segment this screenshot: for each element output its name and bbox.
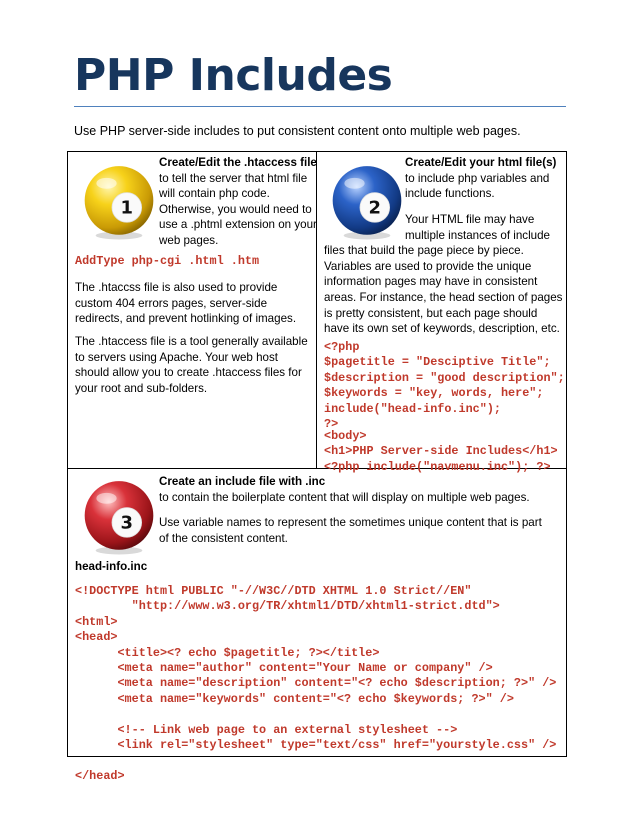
step2-desc-line: include functions. bbox=[405, 187, 495, 201]
pool-ball-2-icon bbox=[328, 163, 406, 241]
ball-2-number: 2 bbox=[368, 197, 382, 219]
ball-1-number: 1 bbox=[120, 197, 134, 219]
pool-ball-1-icon bbox=[80, 163, 158, 241]
step2-desc-line: to include php variables and bbox=[405, 171, 550, 185]
step1-desc-line: Otherwise, you would need to bbox=[159, 202, 312, 216]
step1-desc-line: to tell the server that html file bbox=[159, 171, 308, 185]
page-title: PHP Includes bbox=[74, 50, 393, 101]
step2-desc-line: Your HTML file may have bbox=[405, 213, 535, 226]
step1-desc-line: web pages. bbox=[159, 234, 219, 247]
step2-desc-line: multiple instances of include bbox=[405, 228, 551, 242]
step1-paragraph: The .htaccss file is also used to provide custom 404 errors pages, server-side redirects, and prevent hotlinking of images. bbox=[75, 281, 297, 326]
htaccess-code: AddType php-cgi .html .htm bbox=[75, 254, 260, 268]
php-variables-code: <?php $pagetitle = "Desciptive Title"; $description = "good description"; $keywords = "key, words, here"; include("head-info.inc"); ?> bbox=[324, 340, 565, 432]
intro-text: Use PHP server-side includes to put consistent content onto multiple web pages. bbox=[74, 124, 521, 138]
step1-desc-line: will contain php code. bbox=[159, 187, 270, 201]
step2-paragraph: files that build the page piece by piece. Variables are used to provide the unique information pages may have in consistent areas. For instance, the head section of pages is pretty consistent, but each page should have its own set of keywords, description, etc. bbox=[324, 244, 563, 336]
step3-heading: Create an include file with .inc bbox=[159, 475, 326, 488]
step1-paragraph: The .htaccess file is a tool generally available to servers using Apache. Your web host should allow you to create .htaccess files for your root and sub-folders. bbox=[75, 335, 308, 395]
ball-3-number: 3 bbox=[120, 512, 134, 534]
title-underline bbox=[74, 106, 566, 107]
column-divider bbox=[316, 151, 317, 469]
php-body-code: <body> <h1>PHP Server-side Includes</h1> <?php include("navmenu.inc"); ?> bbox=[324, 429, 558, 474]
include-filename: head-info.inc bbox=[75, 560, 148, 573]
step3-desc: Use variable names to represent the sometimes unique content that is part of the consistent content. bbox=[159, 516, 542, 545]
head-info-code: <!DOCTYPE html PUBLIC "-//W3C//DTD XHTML 1.0 Strict//EN" "http://www.w3.org/TR/xhtml1/DTD/xhtml1-strict.dtd"> <html> <head> <title><? echo $pagetitle; ?></title> <meta name="author" content="Your Name or company" /> <meta name="description" content="<? echo $description; ?>" /> <meta name="keywords" content="<? echo $keywords; ?>" /> <!-- Link web page to an external stylesheet --> <link rel="stylesheet" type="text/css" href="yourstyle.css" /> </head> bbox=[75, 584, 557, 783]
step2-heading: Create/Edit your html file(s) bbox=[405, 156, 557, 169]
step1-heading: Create/Edit the .htaccess file bbox=[159, 156, 317, 169]
step1-desc-line: use a .phtml extension on your bbox=[159, 218, 317, 232]
step3-desc: to contain the boilerplate content that will display on multiple web pages. bbox=[159, 490, 530, 504]
pool-ball-3-icon bbox=[80, 478, 158, 556]
